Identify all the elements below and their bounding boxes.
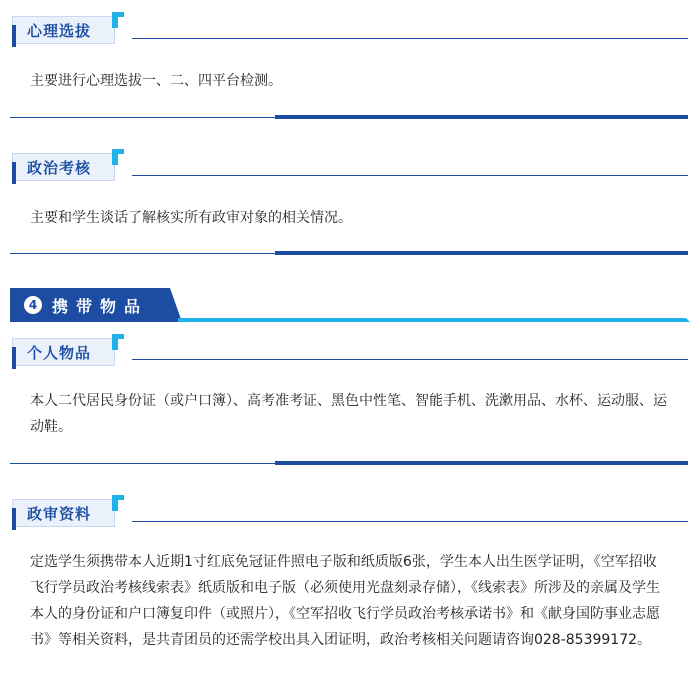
divider [275,251,688,255]
section-text: 主要进行心理选拔一、二、四平台检测。 [30,73,282,89]
divider [275,461,688,465]
divider [10,463,275,464]
heading-rule [132,521,688,522]
heading-rule [132,38,688,39]
heading-bar [12,25,16,47]
banner-title: 携带物品 [52,296,149,316]
item-title: 政审资料 [27,504,92,523]
section-banner [10,288,170,322]
item-heading [12,499,115,527]
divider [275,115,688,119]
heading-accent [112,12,124,17]
heading-accent [112,149,124,154]
item-text: 本人二代居民身份证（或户口簿）、高考准考证、黑色中性笔、智能手机、洗漱用品、水杯、运动服、运动鞋。 [30,393,667,435]
heading-accent [112,495,124,500]
banner-number: 4 [24,296,42,314]
heading-bar [12,508,16,530]
section-title: 心理选拔 [27,21,92,40]
divider [10,253,275,254]
heading-bar [12,347,16,369]
heading-bar [12,162,16,184]
item-text: 定选学生须携带本人近期1寸红底免冠证件照电子版和纸质版6张，学生本人出生医学证明，《空军招收飞行学员政治考核线索表》纸质版和电子版（必须使用光盘刻录存储），《线索表》所涉及的亲属及学生本人的身份证和户口簿复印件（或照片），《空军招收飞行学员政治考核承诺书》和《献身国防事业志愿书》等相关资料，是共青团员的还需学校出具入团证明，政治考核相关问题请咨询028-85399172。 [30,554,660,648]
heading-accent [112,334,124,339]
banner-decoration [160,288,690,324]
item-heading [12,338,115,366]
heading-rule [132,359,688,360]
section-heading [12,16,115,44]
divider [10,117,275,118]
section-heading [12,153,115,181]
section-text: 主要和学生谈话了解核实所有政审对象的相关情况。 [30,210,352,226]
heading-rule [132,175,688,176]
item-title: 个人物品 [27,343,92,362]
section-title: 政治考核 [27,158,92,177]
